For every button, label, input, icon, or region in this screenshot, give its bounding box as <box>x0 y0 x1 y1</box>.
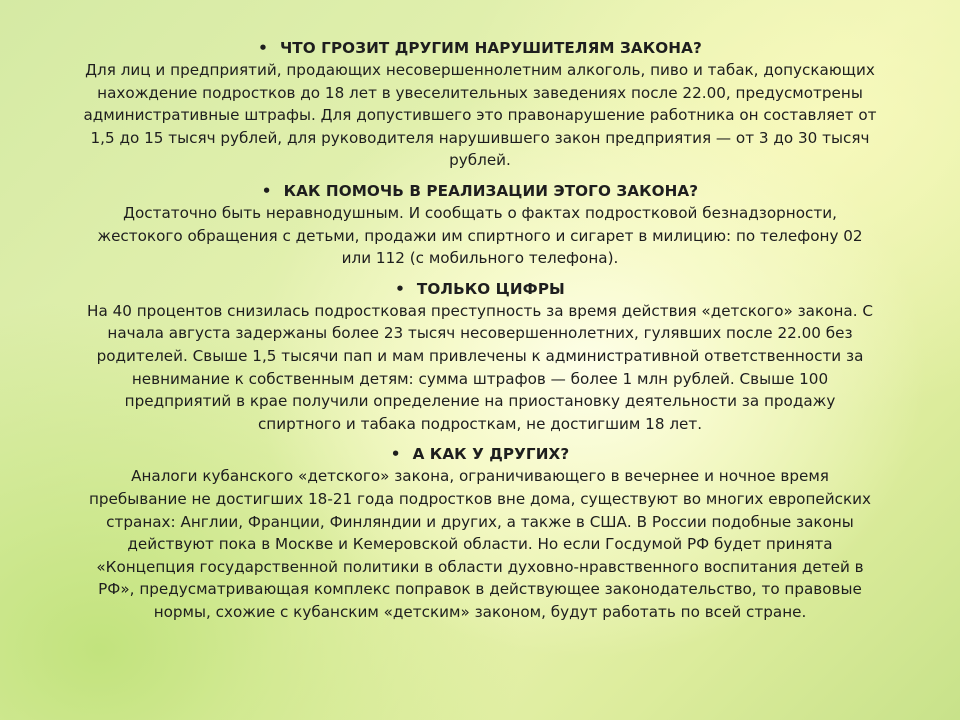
text-line: жестокого обращения с детьми, продажи им спиртного и сигарет в милицию: по телефону 02 <box>97 226 863 245</box>
text-line: Достаточно быть неравнодушным. И сообщать о фактах подростковой безнадзорности, <box>123 203 837 222</box>
section-body <box>40 465 920 623</box>
bullet-icon: • <box>395 279 405 298</box>
text-line: Аналоги кубанского «детского» закона, ограничивающего в вечернее и ночное время <box>131 467 829 486</box>
section-others <box>40 444 920 623</box>
text-line: предприятий в крае получили определение на приостановку деятельности за продажу <box>124 392 836 411</box>
text-line: невнимание к собственным детям: сумма штрафов — более 1 млн рублей. Свыше 100 <box>131 369 829 388</box>
slide-content <box>40 38 920 678</box>
section-body <box>40 202 920 270</box>
text-line: спиртного и табака подросткам, не достигшим 18 лет. <box>257 414 703 433</box>
text-line: РФ», предусматривающая комплекс поправок в действующее законодательство, то правовые <box>98 580 862 599</box>
text-line: административные штрафы. Для допустившего это правонарушение работника он составляет от <box>83 106 877 125</box>
section-figures <box>40 279 920 436</box>
text-line: действуют пока в Москве и Кемеровской области. Но если Госдумой РФ будет принята <box>127 535 833 554</box>
section-body <box>40 59 920 172</box>
text-line: «Концепция государственной политики в области духовно-нравственного воспитания детей в <box>96 557 864 576</box>
section-heading: • ЧТО ГРОЗИТ ДРУГИМ НАРУШИТЕЛЯМ ЗАКОНА? <box>258 39 702 57</box>
bullet-icon: • <box>258 39 268 57</box>
text-line: нормы, схожие с кубанским «детским» законом, будут работать по всей стране. <box>153 602 807 621</box>
text-line: начала августа задержаны более 23 тысяч несовершеннолетних, гулявших после 22.00 без <box>107 324 853 343</box>
section-heading: • КАК ПОМОЧЬ В РЕАЛИЗАЦИИ ЭТОГО ЗАКОНА? <box>261 181 699 200</box>
text-line: родителей. Свыше 1,5 тысячи пап и мам привлечены к административной ответственности за <box>96 346 864 365</box>
text-line: Для лиц и предприятий, продающих несовершеннолетним алкоголь, пиво и табак, допускающих <box>85 61 875 79</box>
text-line: 1,5 до 15 тысяч рублей, для руководителя нарушившего закон предприятия — от 3 до 30 тысяч <box>90 128 870 147</box>
text-line: На 40 процентов снизилась подростковая преступность за время действия «детского» закона. С <box>87 301 873 320</box>
text-line: или 112 (с мобильного телефона). <box>341 249 619 268</box>
bullet-icon: • <box>261 181 272 200</box>
section-how-to-help <box>40 181 920 270</box>
section-violators <box>40 38 920 172</box>
bullet-icon: • <box>390 445 401 464</box>
text-line: пребывание не достигших 18-21 года подростков вне дома, существуют во многих европейских <box>88 489 871 508</box>
section-heading: • А КАК У ДРУГИХ? <box>390 445 570 464</box>
text-line: рублей. <box>449 151 511 170</box>
text-line: нахождение подростков до 18 лет в увеселительных заведениях после 22.00, предусмотрены <box>97 83 863 102</box>
text-line: странах: Англии, Франции, Финляндии и других, а также в США. В России подобные законы <box>106 512 854 531</box>
section-heading: • ТОЛЬКО ЦИФРЫ <box>395 279 565 298</box>
section-body <box>40 300 920 436</box>
